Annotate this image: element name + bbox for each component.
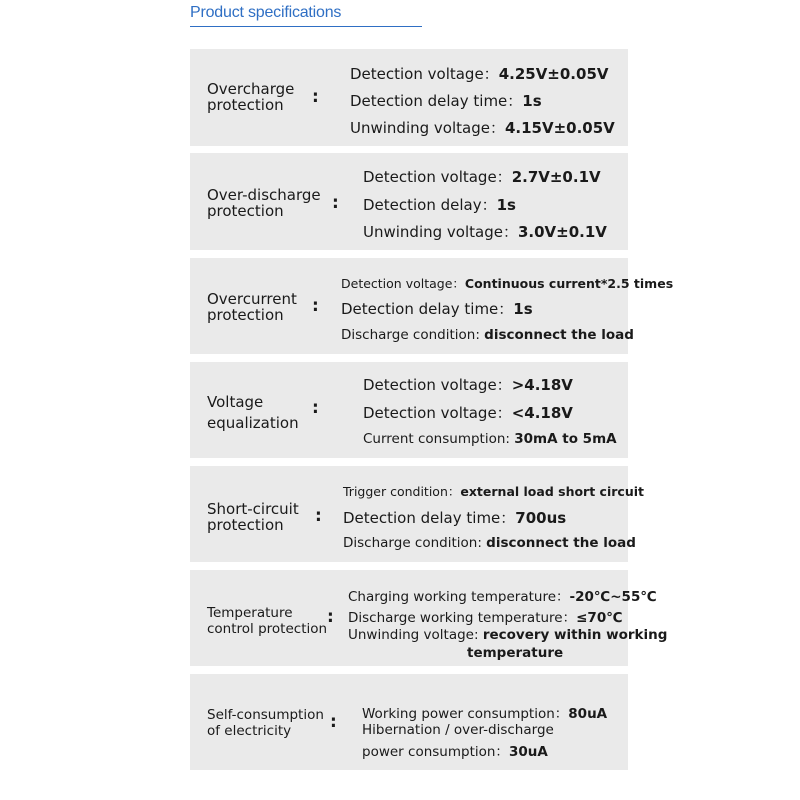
spec-line: Trigger condition：external load short circuit — [343, 484, 644, 499]
section-label: Short-circuit protection — [207, 500, 299, 534]
self-consumption-card — [190, 674, 628, 770]
spec-line: Detection delay time：1s — [350, 92, 542, 110]
title-underline — [190, 26, 422, 27]
spec-line: Charging working temperature：-20℃~55℃ — [348, 589, 657, 605]
spec-line-continued: temperature — [467, 645, 564, 661]
spec-line: Hibernation / over-discharge — [362, 722, 554, 738]
voltage-equalization-card — [190, 362, 628, 458]
section-colon: : — [312, 87, 319, 107]
section-label: Over-discharge protection — [207, 186, 321, 220]
section-colon: : — [315, 506, 322, 526]
section-label: Voltage equalization — [207, 393, 299, 432]
spec-line: Detection voltage：4.25V±0.05V — [350, 65, 609, 83]
spec-line: Detection delay：1s — [363, 196, 516, 214]
spec-line: Discharge condition: disconnect the load — [341, 327, 634, 343]
section-colon: : — [312, 398, 319, 418]
spec-line: Unwinding voltage: recovery within working — [348, 627, 668, 643]
spec-line: Discharge working temperature：≤70℃ — [348, 610, 623, 626]
short-circuit-protection-card — [190, 466, 644, 562]
spec-line: power consumption：30uA — [362, 744, 548, 760]
section-colon: : — [330, 712, 337, 732]
spec-line: Unwinding voltage：4.15V±0.05V — [350, 119, 615, 137]
spec-line: Discharge condition: disconnect the load — [343, 535, 636, 551]
section-label: Overcharge protection — [207, 80, 295, 114]
page-title: Product specifications — [190, 4, 342, 21]
spec-line: Working power consumption：80uA — [362, 706, 608, 722]
spec-line: Detection voltage：2.7V±0.1V — [363, 168, 601, 186]
spec-line: Detection voltage：>4.18V — [363, 376, 573, 394]
section-label: Temperature control protection — [207, 605, 328, 637]
spec-line: Detection delay time：1s — [341, 300, 533, 318]
over-discharge-protection-card — [190, 153, 628, 250]
page-header — [190, 4, 422, 28]
temperature-control-protection-card — [190, 570, 668, 666]
spec-line: Detection delay time：700us — [343, 509, 567, 527]
overcurrent-protection-card — [190, 258, 674, 354]
section-label: Self-consumption of electricity — [207, 707, 324, 739]
spec-line: Detection voltage：<4.18V — [363, 404, 573, 422]
spec-line: Current consumption: 30mA to 5mA — [363, 431, 617, 447]
section-colon: : — [312, 296, 319, 316]
overcharge-protection-card — [190, 49, 628, 146]
section-colon: : — [327, 607, 334, 627]
spec-line: Detection voltage：Continuous current*2.5 times — [341, 276, 674, 291]
section-label: Overcurrent protection — [207, 290, 297, 324]
spec-line: Unwinding voltage：3.0V±0.1V — [363, 223, 607, 241]
section-colon: : — [332, 193, 339, 213]
